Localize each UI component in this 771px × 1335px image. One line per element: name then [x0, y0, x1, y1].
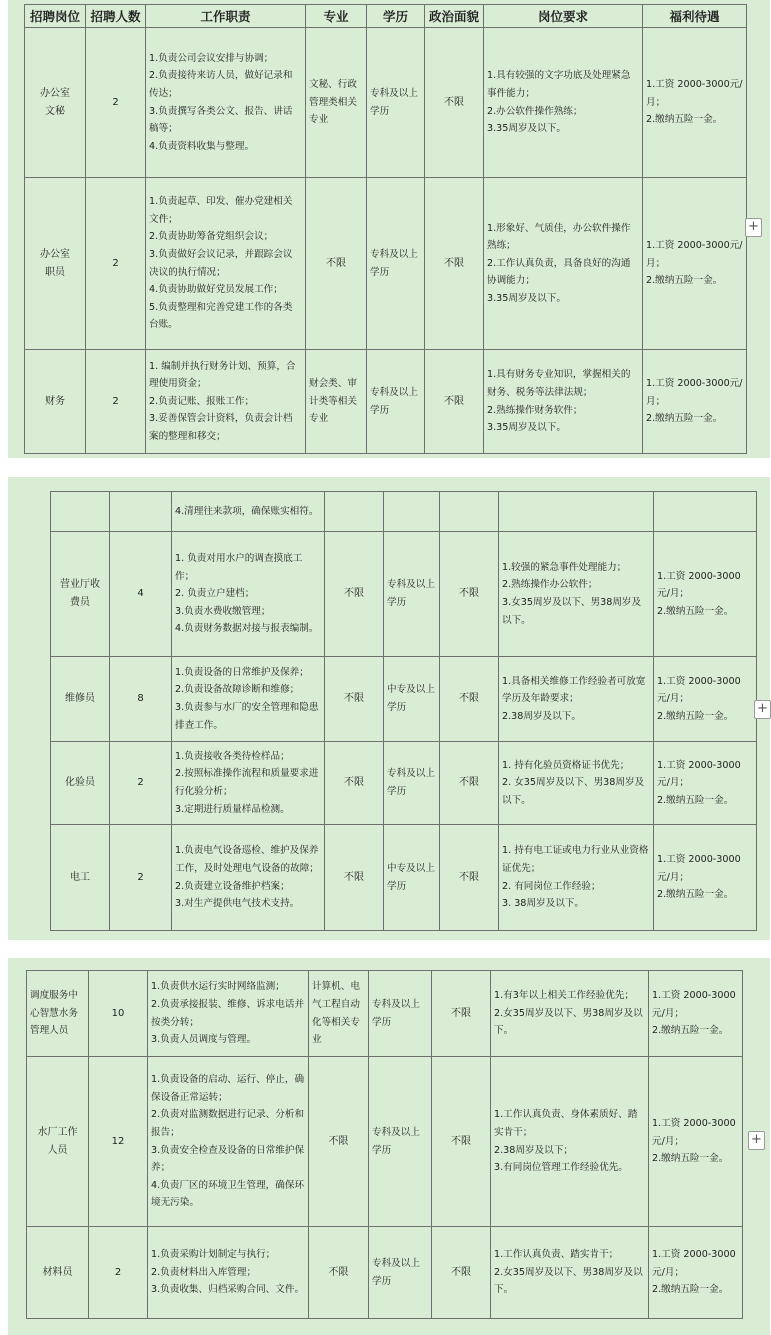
cell-education: 专科及以上学历 — [369, 1227, 432, 1319]
cell-benefits: 1.工资 2000-3000元/月； 2.缴纳五险一金。 — [643, 350, 747, 454]
cell-major: 计算机、电气工程自动化等相关专业 — [309, 971, 369, 1057]
cell-duties: 1.负责接收各类待检样品； 2.按照标准操作流程和质量要求进行化验分析； 3.定期进行质量样品检测。 — [172, 742, 325, 825]
cell-count: 10 — [89, 971, 148, 1057]
cell-count — [110, 492, 172, 532]
cell-major: 文秘、行政管理类相关专业 — [306, 28, 367, 178]
cell-requirements: 1.工作认真负责、踏实肯干； 2.女35周岁及以下、男38周岁及以下。 — [491, 1227, 649, 1319]
cell-requirements: 1.有3年以上相关工作经验优先； 2.女35周岁及以下、男38周岁及以下。 — [491, 971, 649, 1057]
cell-benefits — [654, 492, 757, 532]
cell-political: 不限 — [440, 825, 499, 931]
header-political: 政治面貌 — [425, 5, 484, 28]
cell-education: 专科及以上学历 — [369, 971, 432, 1057]
recruitment-table-page-1 — [24, 4, 747, 454]
cell-education: 专科及以上学历 — [384, 532, 440, 657]
cell-duties: 1.负责供水运行实时网络监测； 2.负责承接报装、维修、诉求电话并按类分转； 3.负责人员调度与管理。 — [148, 971, 309, 1057]
cell-requirements — [499, 492, 654, 532]
cell-major — [325, 492, 384, 532]
recruitment-table-page-3 — [26, 970, 743, 1319]
cell-political: 不限 — [432, 1227, 491, 1319]
cell-political: 不限 — [440, 742, 499, 825]
cell-duties: 1.负责设备的启动、运行、停止，确保设备正常运转； 2.负责对监测数据进行记录、分析和报告； 3.负责安全检查及设备的日常维护保养； 4.负责厂区的环境卫生管理，确保环境无污染。 — [148, 1057, 309, 1227]
cell-requirements: 1.形象好、气质佳，办公软件操作熟练； 2.工作认真负责，具备良好的沟通协调能力； 3.35周岁及以下。 — [484, 178, 643, 350]
document-page-3 — [8, 958, 770, 1335]
cell-major: 不限 — [325, 742, 384, 825]
cell-political: 不限 — [432, 1057, 491, 1227]
cell-political: 不限 — [440, 657, 499, 742]
add-row-button[interactable]: + — [745, 218, 762, 237]
cell-position: 化验员 — [51, 742, 110, 825]
cell-major: 不限 — [325, 532, 384, 657]
header-benefits: 福利待遇 — [643, 5, 747, 28]
cell-duties: 1.负责起草、印发、催办党建相关文件； 2.负责协助筹备党组织会议； 3.负责做好会议记录，并跟踪会议决议的执行情况； 4.负责协助做好党员发展工作； 5.负责整理和完善党建工作的各类台账。 — [146, 178, 306, 350]
cell-position: 水厂工作 人员 — [27, 1057, 89, 1227]
cell-duties: 1.负责设备的日常维护及保养； 2.负责设备故障诊断和维修； 3.负责参与水厂的安全管理和隐患排查工作。 — [172, 657, 325, 742]
cell-position — [51, 492, 110, 532]
cell-position: 营业厅收 费员 — [51, 532, 110, 657]
cell-position: 材料员 — [27, 1227, 89, 1319]
cell-count: 2 — [86, 28, 146, 178]
table-row — [25, 28, 747, 178]
cell-benefits: 1.工资 2000-3000元/月； 2.缴纳五险一金。 — [654, 657, 757, 742]
cell-benefits: 1.工资 2000-3000元/月； 2.缴纳五险一金。 — [649, 1227, 743, 1319]
cell-count: 4 — [110, 532, 172, 657]
cell-major: 不限 — [306, 178, 367, 350]
table-row — [25, 350, 747, 454]
cell-benefits: 1.工资 2000-3000元/月； 2.缴纳五险一金。 — [654, 532, 757, 657]
cell-position: 办公室 文秘 — [25, 28, 86, 178]
cell-benefits: 1.工资 2000-3000元/月； 2.缴纳五险一金。 — [643, 178, 747, 350]
cell-benefits: 1.工资 2000-3000元/月； 2.缴纳五险一金。 — [649, 1057, 743, 1227]
table-row — [51, 532, 757, 657]
cell-position: 财务 — [25, 350, 86, 454]
cell-education: 专科及以上学历 — [384, 742, 440, 825]
cell-education: 中专及以上学历 — [384, 825, 440, 931]
cell-benefits: 1.工资 2000-3000元/月； 2.缴纳五险一金。 — [654, 825, 757, 931]
table-row — [27, 971, 743, 1057]
table-row — [27, 1227, 743, 1319]
cell-requirements: 1.具有较强的文字功底及处理紧急事件能力； 2.办公软件操作熟练； 3.35周岁及以下。 — [484, 28, 643, 178]
cell-major: 不限 — [325, 657, 384, 742]
document-page-1 — [8, 0, 770, 458]
header-education: 学历 — [367, 5, 425, 28]
cell-requirements: 1.工作认真负责、身体素质好、踏实肯干； 2.38周岁及以下； 3.有同岗位管理工作经验优先。 — [491, 1057, 649, 1227]
cell-political: 不限 — [425, 350, 484, 454]
add-row-button[interactable]: + — [754, 700, 771, 719]
table-header-row — [25, 5, 747, 28]
cell-position: 调度服务中心智慧水务管理人员 — [27, 971, 89, 1057]
cell-duties: 4.清理往来款项，确保账实相符。 — [172, 492, 325, 532]
cell-political: 不限 — [432, 971, 491, 1057]
cell-education: 专科及以上学历 — [367, 350, 425, 454]
cell-count: 12 — [89, 1057, 148, 1227]
cell-benefits: 1.工资 2000-3000元/月； 2.缴纳五险一金。 — [649, 971, 743, 1057]
cell-duties: 1. 负责对用水户的调查摸底工作； 2. 负责立户建档； 3.负责水费收缴管理； 4.负责财务数据对接与报表编制。 — [172, 532, 325, 657]
cell-duties: 1. 编制并执行财务计划、预算，合理使用资金； 2.负责记账、报账工作； 3.妥善保管会计资料，负责会计档案的整理和移交； — [146, 350, 306, 454]
table-row — [51, 742, 757, 825]
cell-benefits: 1.工资 2000-3000元/月； 2.缴纳五险一金。 — [654, 742, 757, 825]
header-position: 招聘岗位 — [25, 5, 86, 28]
cell-political: 不限 — [440, 532, 499, 657]
cell-count: 2 — [89, 1227, 148, 1319]
cell-major: 不限 — [325, 825, 384, 931]
cell-major: 不限 — [309, 1057, 369, 1227]
cell-count: 2 — [110, 742, 172, 825]
cell-education: 专科及以上学历 — [367, 28, 425, 178]
header-duties: 工作职责 — [146, 5, 306, 28]
cell-requirements: 1.具备相关维修工作经验者可放宽学历及年龄要求； 2.38周岁及以下。 — [499, 657, 654, 742]
cell-political: 不限 — [425, 178, 484, 350]
cell-duties: 1.负责电气设备巡检、维护及保养工作，及时处理电气设备的故障； 2.负责建立设备维护档案； 3.对生产提供电气技术支持。 — [172, 825, 325, 931]
cell-political: 不限 — [425, 28, 484, 178]
cell-requirements: 1. 持有化验员资格证书优先； 2. 女35周岁及以下、男38周岁及以下。 — [499, 742, 654, 825]
cell-count: 2 — [110, 825, 172, 931]
table-row — [25, 178, 747, 350]
document-page-2 — [8, 477, 770, 940]
header-requirements: 岗位要求 — [484, 5, 643, 28]
cell-duties: 1.负责采购计划制定与执行； 2.负责材料出入库管理； 3.负责收集、归档采购合同、文件。 — [148, 1227, 309, 1319]
cell-political — [440, 492, 499, 532]
cell-benefits: 1.工资 2000-3000元/月； 2.缴纳五险一金。 — [643, 28, 747, 178]
cell-education: 中专及以上学历 — [384, 657, 440, 742]
header-count: 招聘人数 — [86, 5, 146, 28]
cell-position: 电工 — [51, 825, 110, 931]
cell-major: 不限 — [309, 1227, 369, 1319]
cell-count: 2 — [86, 350, 146, 454]
cell-requirements: 1. 持有电工证或电力行业从业资格证优先； 2. 有同岗位工作经验； 3. 38周岁及以下。 — [499, 825, 654, 931]
cell-duties: 1.负责公司会议安排与协调； 2.负责接待来访人员，做好记录和传达； 3.负责撰写各类公文、报告、讲话稿等； 4.负责资料收集与整理。 — [146, 28, 306, 178]
add-row-button[interactable]: + — [748, 1131, 765, 1150]
header-major: 专业 — [306, 5, 367, 28]
cell-major: 财会类、审计类等相关专业 — [306, 350, 367, 454]
cell-count: 8 — [110, 657, 172, 742]
cell-education: 专科及以上学历 — [367, 178, 425, 350]
table-row-continued — [51, 492, 757, 532]
cell-count: 2 — [86, 178, 146, 350]
table-row — [51, 657, 757, 742]
cell-requirements: 1.较强的紧急事件处理能力； 2.熟练操作办公软件； 3.女35周岁及以下、男38周岁及以下。 — [499, 532, 654, 657]
table-row — [27, 1057, 743, 1227]
table-row — [51, 825, 757, 931]
cell-education: 专科及以上学历 — [369, 1057, 432, 1227]
cell-education — [384, 492, 440, 532]
cell-position: 办公室 职员 — [25, 178, 86, 350]
cell-position: 维修员 — [51, 657, 110, 742]
cell-requirements: 1.具有财务专业知识，掌握相关的财务、税务等法律法规； 2.熟练操作财务软件； 3.35周岁及以下。 — [484, 350, 643, 454]
recruitment-table-page-2 — [50, 491, 757, 931]
